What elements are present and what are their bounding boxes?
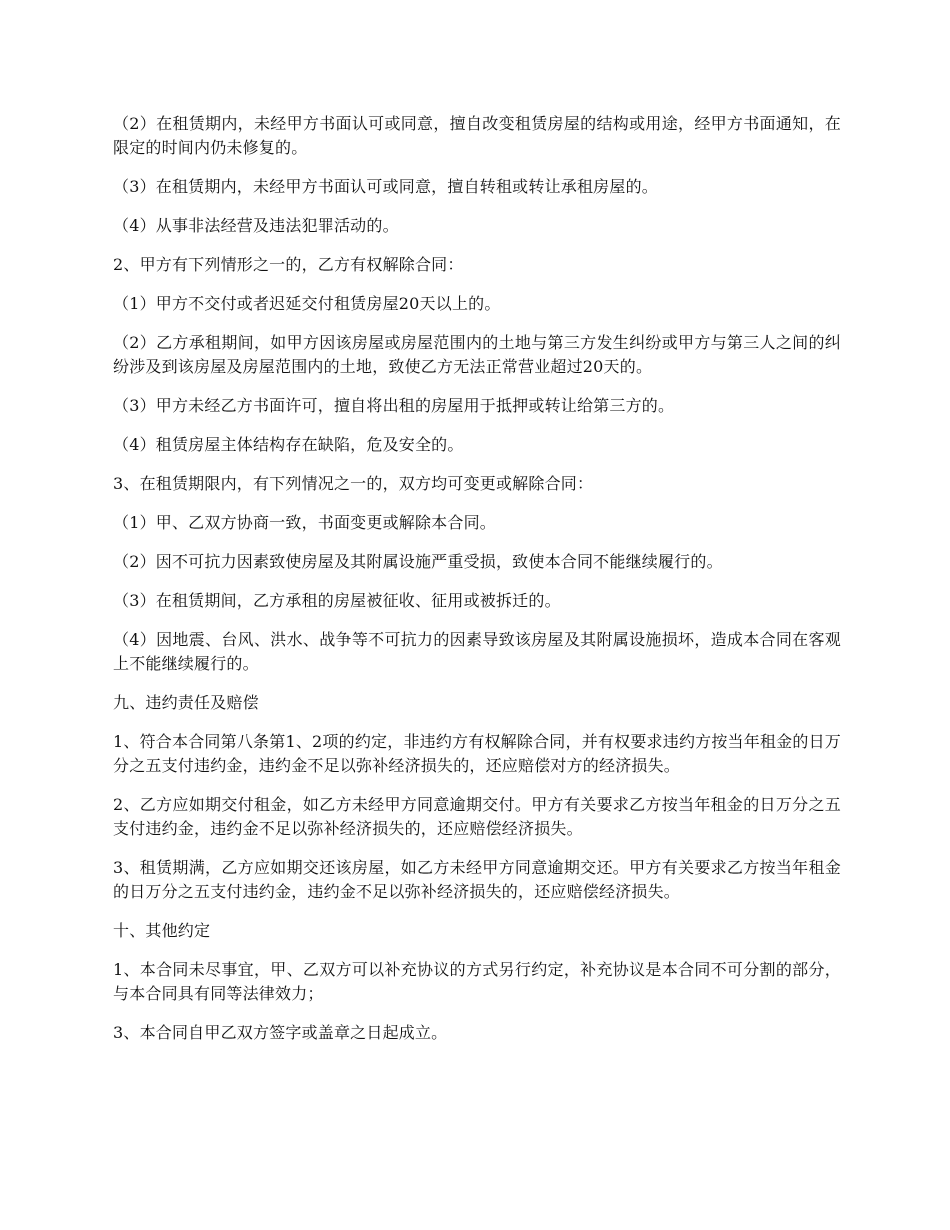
clause-paragraph: （2）因不可抗力因素致使房屋及其附属设施严重受损，致使本合同不能继续履行的。 [113,552,723,571]
clause-paragraph: （4）租赁房屋主体结构存在缺陷，危及安全的。 [113,435,464,454]
clause-paragraph: 3、租赁期满，乙方应如期交还该房屋，如乙方未经甲方同意逾期交还。甲方有关要求乙方按当年租金的日万分之五支付违约金，违约金不足以弥补经济损失的，还应赔偿经济损失。 [113,858,841,901]
clause-paragraph: （4）因地震、台风、洪水、战争等不可抗力的因素导致该房屋及其附属设施损坏，造成本合同在客观上不能继续履行的。 [113,630,841,673]
section-heading: 十、其他约定 [113,921,211,940]
clause-paragraph: （3）甲方未经乙方书面许可，擅自将出租的房屋用于抵押或转让给第三方的。 [113,396,675,415]
clause-paragraph: 3、本合同自甲乙双方签字或盖章之日起成立。 [113,1023,448,1042]
section-item-heading: 2、甲方有下列情形之一的，乙方有权解除合同： [113,255,464,274]
clause-paragraph: （1）甲方不交付或者迟延交付租赁房屋20天以上的。 [113,294,501,313]
clause-paragraph: （2）乙方承租期间，如甲方因该房屋或房屋范围内的土地与第三方发生纠纷或甲方与第三人之间的纠纷涉及到该房屋及房屋范围内的土地，致使乙方无法正常营业超过20天的。 [113,333,841,376]
section-item-heading: 3、在租赁期限内，有下列情况之一的，双方均可变更或解除合同： [113,474,594,493]
clause-paragraph: 1、本合同未尽事宜，甲、乙双方可以补充协议的方式另行约定，补充协议是本合同不可分割的部分，与本合同具有同等法律效力； [113,960,841,1003]
document-body [113,112,841,1060]
clause-paragraph: （3）在租赁期间，乙方承租的房屋被征收、征用或被拆迁的。 [113,591,561,610]
clause-paragraph: 2、乙方应如期交付租金，如乙方未经甲方同意逾期交付。甲方有关要求乙方按当年租金的日万分之五支付违约金，违约金不足以弥补经济损失的，还应赔偿经济损失。 [113,795,841,838]
section-heading: 九、违约责任及赔偿 [113,693,259,712]
clause-paragraph: （1）甲、乙双方协商一致，书面变更或解除本合同。 [113,513,496,532]
clause-paragraph: （4）从事非法经营及违法犯罪活动的。 [113,216,399,235]
clause-paragraph: （2）在租赁期内，未经甲方书面认可或同意，擅自改变租赁房屋的结构或用途，经甲方书面通知，在限定的时间内仍未修复的。 [113,114,841,157]
clause-paragraph: 1、符合本合同第八条第1、2项的约定，非违约方有权解除合同，并有权要求违约方按当年租金的日万分之五支付违约金，违约金不足以弥补经济损失的，还应赔偿对方的经济损失。 [113,732,841,775]
clause-paragraph: （3）在租赁期内，未经甲方书面认可或同意，擅自转租或转让承租房屋的。 [113,177,658,196]
